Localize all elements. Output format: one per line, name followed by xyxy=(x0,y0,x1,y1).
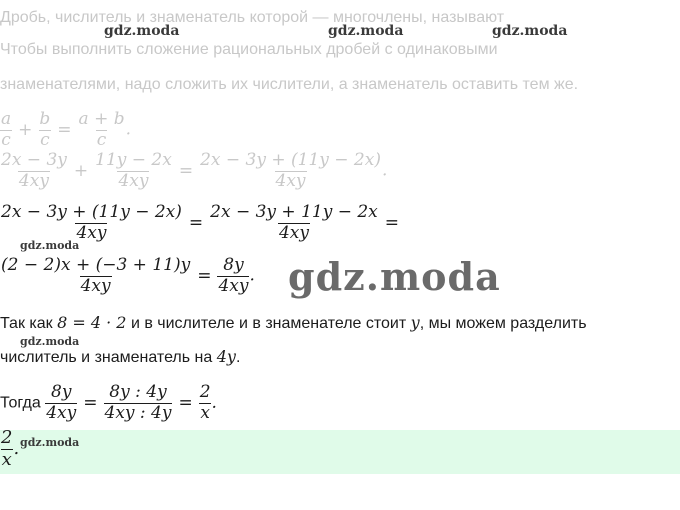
intro-line-2: Чтобы выполнить сложение рациональных дробей с одинаковыми xyxy=(0,41,498,58)
rule-frac-sum: $\frac{a + b}{c}$ xyxy=(78,109,125,150)
rule-formula: $\frac{a}{c}$ + $\frac{b}{c}$ = $\frac{a + b}{c}$ . xyxy=(1,109,132,150)
watermark-logo: gdz.moda xyxy=(104,23,180,39)
togda-label: Тогда xyxy=(0,394,41,412)
rule-frac-a: $\frac{a}{c}$ xyxy=(1,109,12,150)
paragraph-line-2: числитель и знаменатель на 4y. xyxy=(0,347,241,366)
watermark-logo-large: gdz.moda xyxy=(288,254,501,299)
watermark-logo: gdz.moda xyxy=(492,23,568,39)
watermark-logo: gdz.moda xyxy=(20,239,80,252)
paragraph-line-1: Так как 8 = 4 · 2 и в числителе и в знаменателе стоит y, мы можем разделить xyxy=(0,313,587,332)
step1-formula: $\frac{2x - 3y}{4xy}$ + $\frac{11y - 2x}{4xy}$ = $\frac{2x - 3y + (11y - 2x)}{4xy}$ . xyxy=(1,150,388,191)
watermark-logo: gdz.moda xyxy=(328,23,404,39)
step2-formula: $\frac{2x - 3y + (11y - 2x)}{4xy}$ = $\frac{2x - 3y + 11y - 2x}{4xy}$ = xyxy=(1,202,400,243)
togda-formula: Тогда $\frac{8y}{4xy}$ = $\frac{8y : 4y}{4xy : 4y}$ = $\frac{2}{x}$ . xyxy=(0,382,217,423)
answer-formula: $\frac{2}{x}$ . xyxy=(1,427,20,470)
watermark-logo: gdz.moda xyxy=(20,335,80,348)
step3-formula: $\frac{(2 - 2)x + (-3 + 11)y}{4xy}$ = $\frac{8y}{4xy}$ . xyxy=(1,255,255,296)
answer-highlight xyxy=(0,427,680,474)
intro-line-1: Дробь, числитель и знаменатель которой — многочлены, называют xyxy=(0,9,505,26)
rule-frac-b: $\frac{b}{c}$ xyxy=(39,109,51,150)
intro-line-3: знаменателями, надо сложить их числители, а знаменатель оставить тем же. xyxy=(0,76,579,93)
watermark-logo: gdz.moda xyxy=(20,436,80,449)
